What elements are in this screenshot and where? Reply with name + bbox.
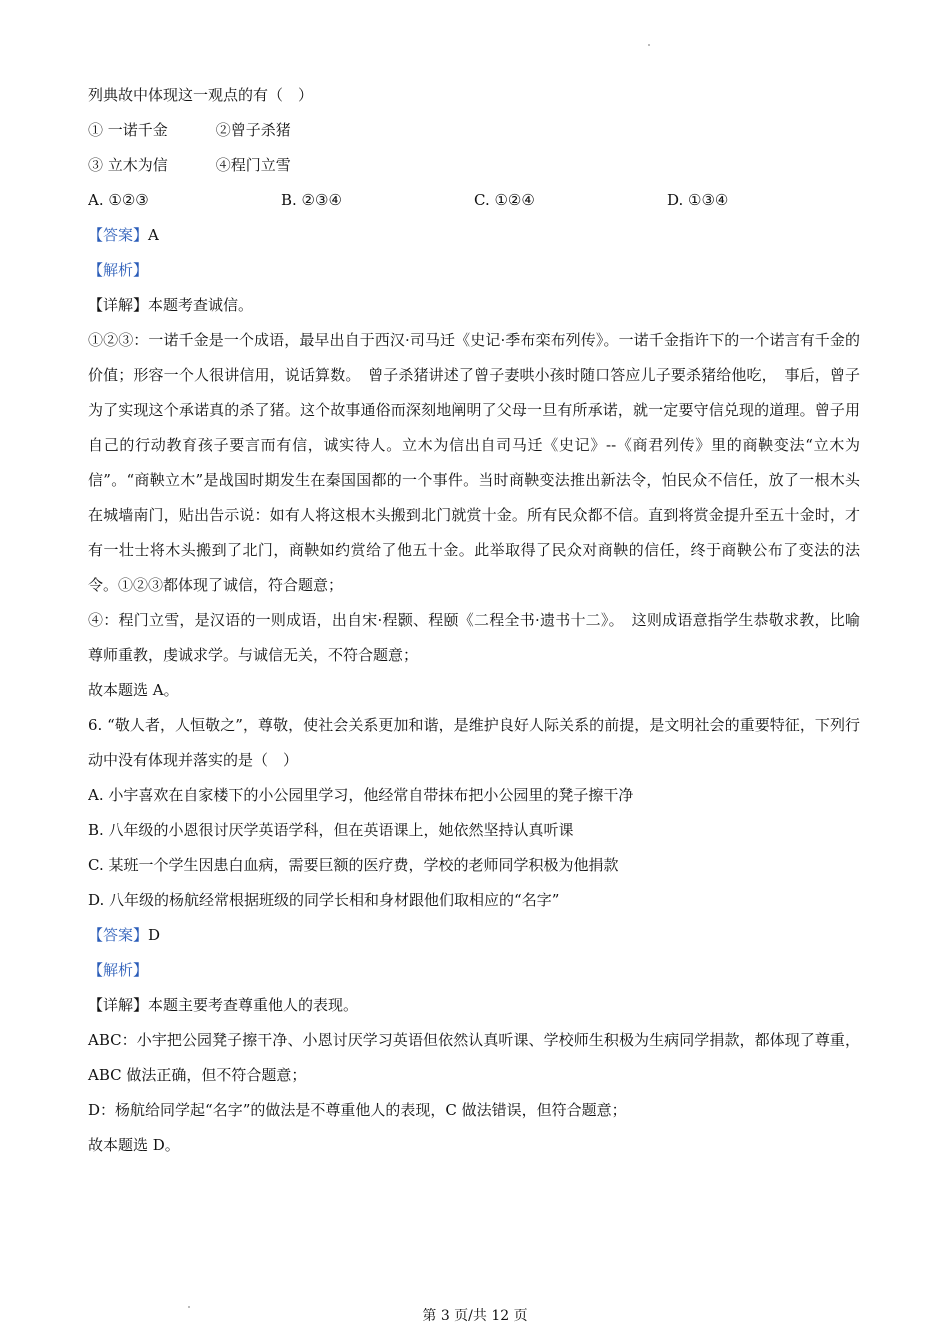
q5-explanation-2: ④：程门立雪，是汉语的一则成语，出自宋·程颢、程颐《二程全书·遗书十二》。 这则成语意指学生恭敬求教，比喻尊师重教，虔诚求学。与诚信无关，不符合题意；	[88, 611, 860, 664]
q6-option-d: D. 八年级的杨航经常根据班级的同学长相和身材跟他们取相应的“名字”	[88, 891, 560, 909]
q6-detail: 【详解】本题主要考查尊重他人的表现。	[88, 996, 359, 1014]
q5-analysis-tag: 【解析】	[88, 261, 149, 279]
q5-answer-line	[88, 218, 860, 253]
q5-stem: 列典故中体现这一观点的有（ ）	[88, 86, 314, 104]
q6-answer: D	[148, 926, 161, 944]
q5-item: ③ 立木为信	[88, 156, 168, 174]
q6-explanation-1: ABC：小宇把公园凳子擦干净、小恩讨厌学习英语但依然认真听课、学校师生积极为生病同学捐款，都体现了尊重，ABC 做法正确，但不符合题意；	[88, 1031, 860, 1084]
q5-option-d: D. ①③④	[667, 191, 729, 209]
answer-tag: 【答案】	[88, 926, 149, 944]
q6-option-a: A. 小宇喜欢在自家楼下的小公园里学习，他经常自带抹布把小公园里的凳子擦干净	[88, 786, 634, 804]
q5-items-row1	[88, 113, 860, 148]
page-number: 第 3 页/共 12 页	[422, 1308, 528, 1324]
q5-detail: 【详解】本题考查诚信。	[88, 296, 254, 314]
q5-answer: A	[148, 226, 159, 244]
q6-analysis-tag: 【解析】	[88, 961, 149, 979]
scan-dot	[648, 44, 650, 46]
q5-items-row2	[88, 148, 860, 183]
q5-item: ① 一诺千金	[88, 121, 168, 139]
q6-explanation-2: D：杨航给同学起“名字”的做法是不尊重他人的表现，C 做法错误，但符合题意；	[88, 1101, 627, 1119]
q5-options	[88, 183, 860, 218]
q6-answer-line	[88, 918, 860, 953]
document-body	[88, 78, 860, 1163]
answer-tag: 【答案】	[88, 226, 149, 244]
q6-conclusion: 故本题选 D。	[88, 1136, 180, 1154]
q5-option-b: B. ②③④	[281, 191, 342, 209]
q5-explanation-1: ①②③：一诺千金是一个成语，最早出自于西汉·司马迁《史记·季布栾布列传》。一诺千金指许下的一个诺言有千金的价值；形容一个人很讲信用，说话算数。 曾子杀猪讲述了曾子妻哄小孩时随口答应儿子要杀猪给他吃， 事后，曾子为了实现这个承诺真的杀了猪。这个故事通俗而深刻地阐明了父母一旦有所承诺，就一定要守信兑现的道理。曾子用自己的行动教育孩子要言而有信，诚实待人。立木为信出自司马迁《史记》--《商君列传》里的商鞅变法“立木为信”。“商鞅立木”是战国时期发生在秦国国都的一个事件。当时商鞅变法推出新法令，怕民众不信任，放了一根木头在城墙南门，贴出告示说：如有人将这根木头搬到北门就赏十金。所有民众都不信。直到将赏金提升至五十金时，才有一壮士将木头搬到了北门，商鞅如约赏给了他五十金。此举取得了民众对商鞅的信任，终于商鞅公布了变法的法令。①②③都体现了诚信，符合题意；	[88, 331, 860, 594]
q5-option-c: C. ①②④	[474, 191, 535, 209]
q5-conclusion: 故本题选 A。	[88, 681, 179, 699]
q6-option-c: C. 某班一个学生因患白血病，需要巨额的医疗费，学校的老师同学积极为他捐款	[88, 856, 619, 874]
q5-option-a: A. ①②③	[88, 191, 149, 209]
q6-stem: 6. “敬人者，人恒敬之”，尊敬，使社会关系更加和谐，是维护良好人际关系的前提，是文明社会的重要特征，下列行动中没有体现并落实的是（ ）	[88, 716, 860, 769]
q6-option-b: B. 八年级的小恩很讨厌学英语学科，但在英语课上，她依然坚持认真听课	[88, 821, 574, 839]
q5-item: ④程门立雪	[215, 156, 291, 174]
q5-item: ②曾子杀猪	[215, 121, 291, 139]
